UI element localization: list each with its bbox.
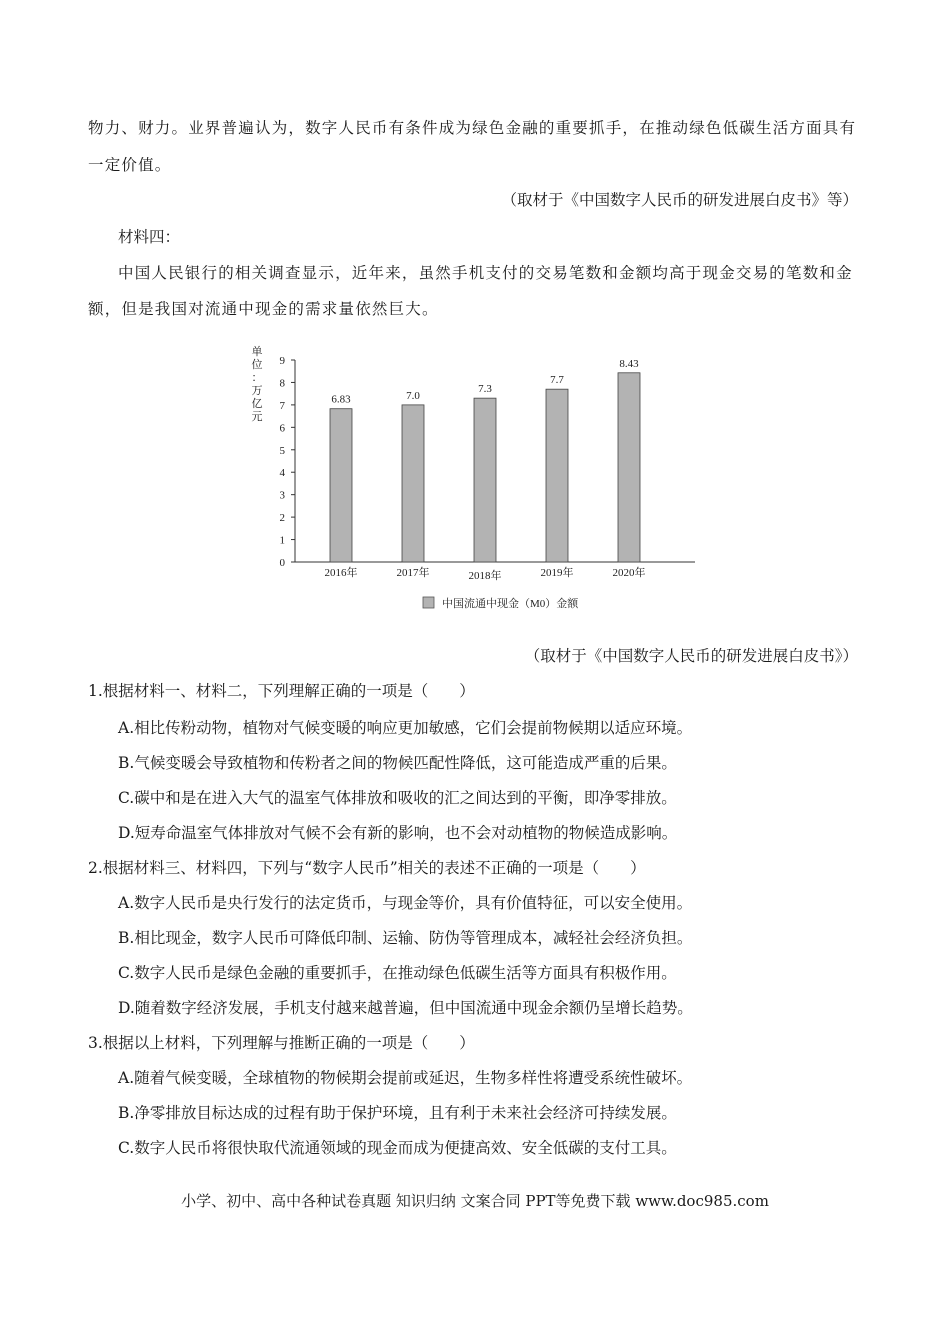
x-tick-label: 2020年 [612,567,646,579]
y-tick-label: 9 [279,355,285,367]
bars [325,358,646,582]
x-tick-label: 2019年 [540,567,574,579]
bar-value-label: 7.7 [550,374,564,387]
bar-value-label: 7.3 [478,383,492,396]
y-tick-label: 7 [279,399,285,412]
question-3-option-a: A.随着气候变暖，全球植物的物候期会提前或延迟，生物多样性将遭受系统性破坏。 [118,1069,693,1087]
x-tick-label: 2018年 [468,570,502,582]
question-1-option-d: D.短寿命温室气体排放对气候不会有新的影响，也不会对动植物的物候造成影响。 [118,824,678,842]
bar [330,409,352,562]
y-tick-label: 6 [279,422,285,435]
legend-label: 中国流通中现金（M0）金额 [442,598,579,610]
material4-line2: 额，但是我国对流通中现金的需求量依然巨大。 [88,300,439,318]
bar [546,389,568,562]
material3-source: （取材于《中国数字人民币的研发进展白皮书》等） [501,191,858,209]
x-tick-label: 2016年 [324,567,358,579]
y-axis-label-char: 元 [251,411,263,423]
y-axis-label [252,345,263,423]
material4-line1: 中国人民银行的相关调查显示，近年来，虽然手机支付的交易笔数和金额均高于现金交易的笔数和金 [118,264,853,282]
bar [402,405,424,562]
y-axis-label-char: 亿 [251,398,263,410]
question-1-option-b: B.气候变暖会导致植物和传粉者之间的物候匹配性降低，这可能造成严重的后果。 [118,754,677,772]
material3-line2: 一定价值。 [88,156,172,174]
material4-heading: 材料四： [118,228,181,246]
question-2-option-c: C.数字人民币是绿色金融的重要抓手，在推动绿色低碳生活等方面具有积极作用。 [118,964,677,982]
question-2-stem: 2.根据材料三、材料四，下列与“数字人民币”相关的表述不正确的一项是（ ） [88,859,646,877]
material4-source: （取材于《中国数字人民币的研发进展白皮书》） [524,647,858,665]
y-tick-label: 8 [279,377,285,390]
question-1-option-a: A.相比传粉动物，植物对气候变暖的响应更加敏感，它们会提前物候期以适应环境。 [118,719,693,737]
bar [474,398,496,562]
chart-legend [423,596,579,610]
y-tick-label: 5 [279,444,285,457]
y-axis-label-char: 万 [251,385,263,397]
legend-swatch [423,597,434,608]
question-3-option-b: B.净零排放目标达成的过程有助于保护环境，且有利于未来社会经济可持续发展。 [118,1104,677,1122]
y-tick-label: 0 [279,557,285,569]
bar [618,373,640,562]
y-tick-label: 1 [279,534,285,547]
question-1-stem: 1.根据材料一、材料二，下列理解正确的一项是（ ） [88,682,475,700]
y-axis-label-char: 位 [251,359,263,371]
y-tick-label: 4 [279,467,285,480]
y-tick-label: 2 [279,512,285,525]
material3-line1: 物力、财力。业界普遍认为，数字人民币有条件成为绿色金融的重要抓手，在推动绿色低碳生活方面具有 [88,119,857,137]
question-1-option-c: C.碳中和是在进入大气的温室气体排放和吸收的汇之间达到的平衡，即净零排放。 [118,789,677,807]
y-axis-label-char: ： [251,372,263,384]
question-2-option-d: D.随着数字经济发展，手机支付越来越普遍，但中国流通中现金余额仍呈增长趋势。 [118,999,693,1017]
page-footer: 小学、初中、高中各种试卷真题 知识归纳 文案合同 PPT等免费下载 www.doc985.com [181,1192,769,1210]
m0-bar-chart [230,335,710,620]
bar-value-label: 6.83 [331,393,351,406]
bar-value-label: 7.0 [406,389,420,402]
question-3-stem: 3.根据以上材料，下列理解与推断正确的一项是（ ） [88,1034,475,1052]
y-axis-label-char: 单 [251,346,263,358]
question-3-option-c: C.数字人民币将很快取代流通领域的现金而成为便捷高效、安全低碳的支付工具。 [118,1139,677,1157]
question-2-option-b: B.相比现金，数字人民币可降低印制、运输、防伪等管理成本，减轻社会经济负担。 [118,929,693,947]
question-2-option-a: A.数字人民币是央行发行的法定货币，与现金等价，具有价值特征，可以安全使用。 [118,894,693,912]
y-tick-label: 3 [279,489,285,502]
y-ticks [280,355,296,569]
x-tick-label: 2017年 [396,567,430,579]
bar-value-label: 8.43 [619,357,639,370]
